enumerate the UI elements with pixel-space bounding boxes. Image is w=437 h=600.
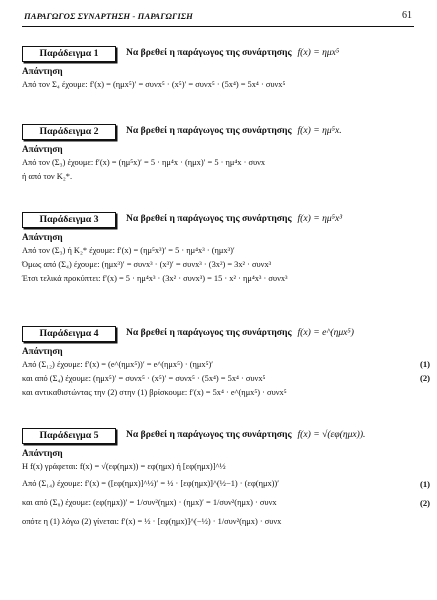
solution-line: Από (Σ₁₄) έχουμε: f′(x) = ([εφ(ημx)]^½)′ = ½ · [εφ(ημx)]^(½−1) · (εφ(ημx))′ (1)	[22, 479, 430, 489]
page-header	[22, 10, 414, 27]
solution-line: Όμως από (Σ₄) έχουμε: (ημx³)′ = συνx³ · (x³)′ = συνx³ · (3x²) = 3x² · συνx³	[22, 260, 272, 269]
solution-line: Από τον Σ₄ έχουμε: f′(x) = (ημx⁵)′ = συνx⁵ · (x⁵)′ = συνx⁵ · (5x⁴) = 5x⁴ · συνx⁵	[22, 80, 286, 89]
solution-line: ή από τον K₂*.	[22, 172, 73, 181]
answer-label: Απάντηση	[22, 232, 63, 242]
solution-line: Από (Σ₁₂) έχουμε: f′(x) = (e^(ημx⁵))′ = e^(ημx⁵) · (ημx⁵)′ (1)	[22, 359, 430, 369]
page-number: 61	[402, 10, 412, 21]
example-label: Παράδειγμα 2	[22, 124, 116, 140]
example-label: Παράδειγμα 1	[22, 46, 116, 62]
example-function: f(x) = ημ⁵x.	[297, 125, 342, 136]
example-5	[22, 428, 430, 530]
example-function: f(x) = √(εφ(ημx)).	[297, 429, 366, 440]
example-3	[22, 212, 422, 285]
solution-line: Από τον (Σ₃) ή K₂* έχουμε: f′(x) = (ημ⁵x³)′ = 5 · ημ⁴x³ · (ημx³)′	[22, 246, 235, 255]
solution-line: και αντικαθιστώντας την (2) στην (1) βρίσκουμε: f′(x) = 5x⁴ · e^(ημx⁵) · συνx⁵	[22, 388, 287, 397]
example-label: Παράδειγμα 4	[22, 326, 116, 342]
example-2	[22, 124, 422, 183]
example-function: f(x) = ημ⁵x³	[297, 213, 343, 224]
solution-line: και από (Σ₈) έχουμε: (εφ(ημx))′ = 1/συν²(ημx) · (ημx)′ = 1/συν²(ημx) · συνx (2)	[22, 498, 430, 508]
chapter-title: ΠΑΡΑΓΩΓΟΣ ΣΥΝΑΡΤΗΣΗ - ΠΑΡΑΓΩΓΙΣΗ	[24, 11, 193, 21]
example-label: Παράδειγμα 5	[22, 428, 116, 444]
example-4	[22, 326, 430, 399]
answer-label: Απάντηση	[22, 144, 63, 154]
example-task: Να βρεθεί η παράγωγος της συνάρτησης f(x) = √(εφ(ημx)).	[126, 429, 366, 440]
example-task: Να βρεθεί η παράγωγος της συνάρτησης f(x) = ημx⁵	[126, 47, 340, 58]
example-label: Παράδειγμα 3	[22, 212, 116, 228]
example-function: f(x) = e^(ημx⁵)	[297, 327, 354, 338]
answer-label: Απάντηση	[22, 346, 63, 356]
solution-line: οπότε η (1) λόγω (2) γίνεται: f′(x) = ½ · [εφ(ημx)]^(−½) · 1/συν²(ημx) · συνx	[22, 517, 282, 526]
example-task: Να βρεθεί η παράγωγος της συνάρτησης f(x) = ημ⁵x³	[126, 213, 343, 224]
example-task: Να βρεθεί η παράγωγος της συνάρτησης f(x) = ημ⁵x.	[126, 125, 342, 136]
solution-line: και από (Σ₄) έχουμε: (ημx⁵)′ = συνx⁵ · (x⁵)′ = συνx⁵ · (5x⁴) = 5x⁴ · συνx⁵ (2)	[22, 373, 430, 383]
example-task: Να βρεθεί η παράγωγος της συνάρτησης f(x) = e^(ημx⁵)	[126, 327, 354, 338]
solution-line: Από τον (Σ₃) έχουμε: f′(x) = (ημ⁵x)′ = 5 · ημ⁴x · (ημx)′ = 5 · ημ⁴x · συνx	[22, 158, 266, 167]
answer-label: Απάντηση	[22, 66, 63, 76]
solution-line: Έτσι τελικά προκύπτει: f′(x) = 5 · ημ⁴x³ · (3x² · συνx³) = 15 · x² · ημ⁴x³ · συνx³	[22, 274, 288, 283]
solution-line: Η f(x) γράφεται: f(x) = √(εφ(ημx)) = εφ(ημx) ή [εφ(ημx)]^½	[22, 462, 226, 471]
example-1	[22, 46, 422, 91]
answer-label: Απάντηση	[22, 448, 63, 458]
example-function: f(x) = ημx⁵	[297, 47, 340, 58]
